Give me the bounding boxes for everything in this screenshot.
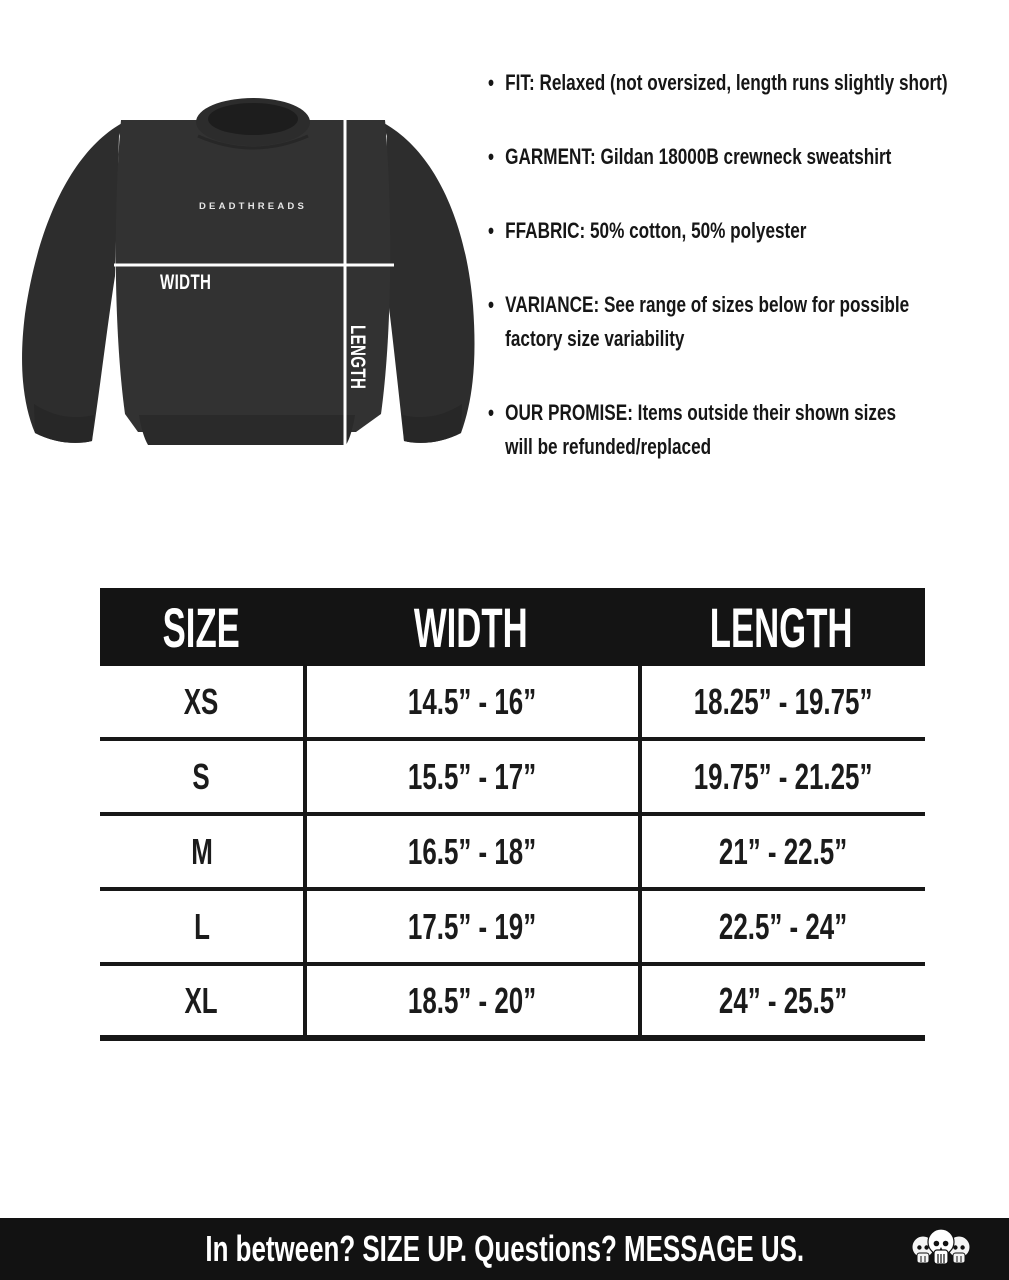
product-details-list xyxy=(488,66,1009,504)
cell-value: 15.5” - 17” xyxy=(408,755,537,797)
detail-text xyxy=(505,214,806,248)
bullet-icon: • xyxy=(488,218,495,243)
footer-bar xyxy=(0,1218,1009,1280)
footer-message: In between? SIZE UP. Questions? MESSAGE US. xyxy=(205,1228,804,1269)
table-cell-length xyxy=(638,891,925,966)
cell-value: 16.5” - 18” xyxy=(408,830,537,872)
left-sleeve xyxy=(22,122,124,443)
detail-text xyxy=(505,140,891,174)
header-label: SIZE xyxy=(162,595,241,659)
detail-item-fit xyxy=(488,66,1009,100)
three-skulls-icon xyxy=(907,1226,975,1274)
table-cell-size xyxy=(100,816,303,891)
bullet-icon: • xyxy=(488,144,495,169)
detail-line: GARMENT: Gildan 18000B crewneck sweatshirt xyxy=(505,144,892,169)
length-line-label: LENGTH xyxy=(346,325,371,390)
header-label: WIDTH xyxy=(413,595,528,659)
brand-print: DEADTHREADS xyxy=(198,201,308,212)
table-cell-length xyxy=(638,816,925,891)
detail-line: FIT: Relaxed (not oversized, length runs slightly short) xyxy=(505,70,948,95)
detail-text xyxy=(505,288,909,356)
right-sleeve xyxy=(382,122,475,443)
cell-value: 22.5” - 24” xyxy=(719,905,848,947)
detail-line: OUR PROMISE: Items outside their shown sizes xyxy=(505,400,897,425)
cell-value: XS xyxy=(184,680,219,722)
detail-item-promise xyxy=(488,396,1009,464)
size-table xyxy=(100,588,925,1041)
detail-line: FFABRIC: 50% cotton, 50% polyester xyxy=(505,218,807,243)
table-cell-length xyxy=(638,966,925,1041)
detail-line: will be refunded/replaced xyxy=(505,434,712,459)
width-line-label: WIDTH xyxy=(160,269,212,294)
table-cell-width xyxy=(303,816,638,891)
detail-item-fabric xyxy=(488,214,1009,248)
cell-value: 21” - 22.5” xyxy=(719,830,848,872)
table-cell-width xyxy=(303,891,638,966)
header-label: LENGTH xyxy=(710,595,853,659)
table-cell-width xyxy=(303,966,638,1041)
table-cell-length xyxy=(638,741,925,816)
detail-item-variance xyxy=(488,288,1009,356)
table-cell-size xyxy=(100,891,303,966)
cell-value: 18.5” - 20” xyxy=(408,979,537,1021)
detail-line: VARIANCE: See range of sizes below for possible xyxy=(505,292,910,317)
cell-value: 14.5” - 16” xyxy=(408,680,537,722)
table-cell-width xyxy=(303,666,638,741)
detail-line: factory size variability xyxy=(505,326,685,351)
cell-value: L xyxy=(193,905,210,947)
bullet-icon: • xyxy=(488,400,495,425)
size-table-header-length xyxy=(638,588,925,666)
size-table-header-width xyxy=(303,588,638,666)
bullet-icon: • xyxy=(488,292,495,317)
table-cell-width xyxy=(303,741,638,816)
table-cell-length xyxy=(638,666,925,741)
size-table-header-size xyxy=(100,588,303,666)
cell-value: XL xyxy=(184,979,219,1021)
cell-value: 17.5” - 19” xyxy=(408,905,537,947)
table-cell-size xyxy=(100,741,303,816)
detail-text xyxy=(505,396,896,464)
bullet-icon: • xyxy=(488,70,495,95)
cell-value: S xyxy=(192,755,211,797)
cell-value: 18.25” - 19.75” xyxy=(694,680,873,722)
skull-middle xyxy=(928,1229,954,1264)
detail-item-garment xyxy=(488,140,1009,174)
cell-value: 19.75” - 21.25” xyxy=(694,755,873,797)
collar-inner xyxy=(208,103,298,135)
cell-value: 24” - 25.5” xyxy=(719,979,848,1021)
sweatshirt-illustration xyxy=(8,82,483,467)
table-cell-size xyxy=(100,666,303,741)
detail-text xyxy=(505,66,947,100)
table-cell-size xyxy=(100,966,303,1041)
cell-value: M xyxy=(190,830,213,872)
hem-band xyxy=(139,415,355,445)
